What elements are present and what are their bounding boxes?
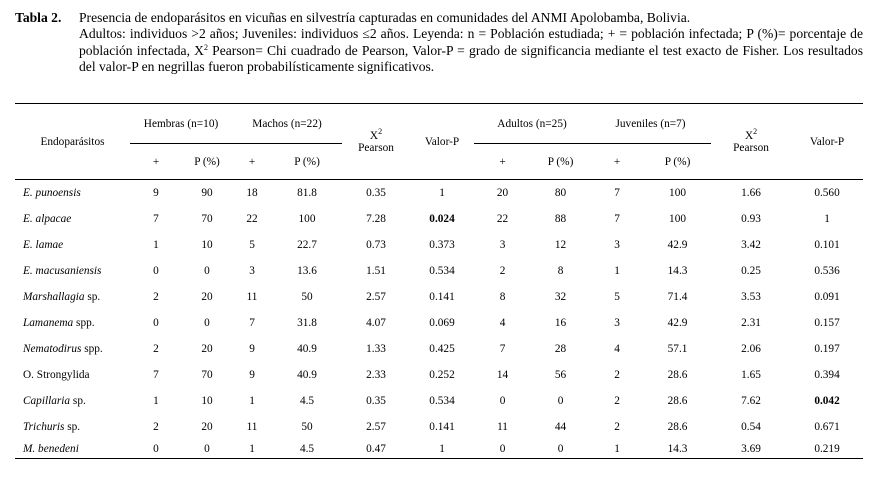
header-plus: + <box>590 144 644 180</box>
caption-text <box>79 10 863 76</box>
cell-j-p: 100 <box>669 187 686 199</box>
header-pct: P (%) <box>644 144 711 180</box>
cell-vp-sex: 0.024 <box>429 213 455 225</box>
cell-h-p: 10 <box>201 239 213 251</box>
cell-h-pos: 9 <box>153 187 159 199</box>
cell-j-p: 71.4 <box>667 291 688 303</box>
endoparasite-name: Marshallagia sp. <box>23 291 101 303</box>
cell-a-pos: 8 <box>499 291 506 303</box>
cell-vp-sex: 0.425 <box>429 343 455 355</box>
cell-a-pos: 20 <box>496 187 509 199</box>
header-pct: P (%) <box>531 144 590 180</box>
cell-j-pos: 1 <box>590 440 644 459</box>
cell-m-p: 40.9 <box>297 343 317 355</box>
header-pct: P (%) <box>182 144 232 180</box>
cell-j-p: 28.6 <box>667 369 688 381</box>
caption-rest-a: Adultos: individuos >2 años; Juveniles: individuos ≤2 años. Leyenda: n = Población estudiada; + = población infectada; P (%)= porcentaje de población infectada, X <box>79 26 863 58</box>
endoparasite-name: O. Strongylida <box>23 369 90 381</box>
cell-j-p: 28.6 <box>667 395 688 407</box>
cell-x2-age: 2.31 <box>741 317 761 329</box>
cell-m-p: 50 <box>301 421 313 433</box>
cell-m-pos: 22 <box>246 213 258 225</box>
header-juveniles: Juveniles (n=7) <box>590 104 711 144</box>
table-row <box>15 310 863 336</box>
cell-a-pos: 11 <box>497 421 508 433</box>
cell-m-pos: 11 <box>246 421 258 433</box>
cell-x2-sex: 0.35 <box>366 395 386 407</box>
cell-m-pos: 9 <box>249 369 255 381</box>
cell-h-pos: 1 <box>153 239 159 251</box>
table-body <box>15 180 863 459</box>
cell-m-p: 81.8 <box>297 187 317 199</box>
cell-a-p: 0 <box>531 440 590 459</box>
cell-x2-sex: 7.28 <box>366 213 386 225</box>
cell-h-p: 20 <box>201 343 213 355</box>
header-endoparasitos: Endoparásitos <box>15 104 130 180</box>
cell-a-pos: 7 <box>499 343 506 355</box>
caption-line-1: Presencia de endoparásitos en vicuñas en silvestría capturadas en comunidades del ANMI Apolobamba, Bolivia. <box>79 10 691 25</box>
cell-a-p: 44 <box>554 421 567 433</box>
cell-a-pos: 14 <box>496 369 509 381</box>
cell-h-pos: 7 <box>153 213 159 225</box>
cell-j-pos: 2 <box>614 395 620 407</box>
cell-a-p: 88 <box>554 213 567 225</box>
cell-vp-sex: 0.534 <box>429 395 455 407</box>
cell-j-pos: 2 <box>614 421 620 433</box>
cell-h-pos: 0 <box>130 440 182 459</box>
endoparasite-name: Capillaria sp. <box>23 395 86 407</box>
cell-a-p: 28 <box>554 343 567 355</box>
cell-j-p: 100 <box>669 213 686 225</box>
table-caption <box>15 10 863 75</box>
cell-vp-sex: 0.141 <box>429 421 455 433</box>
header-adultos: Adultos (n=25) <box>474 104 590 144</box>
cell-h-p: 20 <box>201 291 213 303</box>
cell-j-p: 57.1 <box>667 343 688 355</box>
cell-a-p: 80 <box>554 187 567 199</box>
cell-h-pos: 7 <box>153 369 159 381</box>
cell-j-p: 42.9 <box>667 317 688 329</box>
cell-h-pos: 2 <box>153 421 159 433</box>
cell-a-p: 16 <box>554 317 567 329</box>
cell-j-pos: 1 <box>614 265 620 277</box>
endoparasite-name: Trichuris sp. <box>23 421 81 433</box>
cell-m-p: 100 <box>298 213 316 225</box>
cell-m-pos: 5 <box>249 239 255 251</box>
cell-j-pos: 3 <box>614 239 620 251</box>
cell-m-pos: 1 <box>232 440 272 459</box>
cell-x2-sex: 1.33 <box>366 343 386 355</box>
endoparasite-name: Lamanema spp. <box>23 317 95 329</box>
cell-a-p: 32 <box>554 291 567 303</box>
cell-vp-sex: 0.141 <box>429 291 455 303</box>
cell-vp-age: 0.197 <box>814 343 840 355</box>
cell-h-pos: 2 <box>153 291 159 303</box>
cell-m-p: 50 <box>301 291 313 303</box>
header-pct: P (%) <box>272 144 342 180</box>
cell-vp-age: 0.536 <box>814 265 840 277</box>
cell-a-pos: 3 <box>499 239 506 251</box>
table-row <box>15 180 863 207</box>
caption-label: Tabla 2. <box>15 10 62 25</box>
cell-h-p: 10 <box>201 395 213 407</box>
cell-vp-sex: 1 <box>410 440 474 459</box>
header-x2-sex: $X^2$ Pearson <box>342 104 410 180</box>
cell-m-p: 4.5 <box>272 440 342 459</box>
cell-m-pos: 9 <box>249 343 255 355</box>
cell-j-pos: 2 <box>614 369 620 381</box>
cell-m-p: 13.6 <box>297 265 317 277</box>
cell-vp-sex: 1 <box>439 187 445 199</box>
cell-m-pos: 3 <box>249 265 255 277</box>
cell-vp-sex: 0.373 <box>429 239 455 251</box>
cell-x2-sex: 2.33 <box>366 369 386 381</box>
cell-a-p: 56 <box>554 369 567 381</box>
cell-j-pos: 3 <box>614 317 620 329</box>
endoparasite-name: Nematodirus spp. <box>23 343 103 355</box>
cell-j-pos: 7 <box>614 213 620 225</box>
cell-x2-age: 3.42 <box>741 239 761 251</box>
cell-vp-age: 0.671 <box>814 421 840 433</box>
endoparasite-name: M. benedeni <box>15 440 130 459</box>
header-plus: + <box>130 144 182 180</box>
cell-j-p: 28.6 <box>667 421 688 433</box>
cell-vp-age: 0.042 <box>814 395 840 407</box>
cell-x2-sex: 2.57 <box>366 421 386 433</box>
cell-j-p: 42.9 <box>667 239 688 251</box>
cell-x2-sex: 0.35 <box>366 187 386 199</box>
cell-m-p: 22.7 <box>297 239 317 251</box>
cell-a-p: 0 <box>557 395 564 407</box>
table-row <box>15 414 863 440</box>
endoparasite-name: E. punoensis <box>23 187 81 199</box>
cell-x2-age: 0.93 <box>741 213 761 225</box>
cell-vp-age: 0.219 <box>791 440 863 459</box>
cell-h-p: 0 <box>182 440 232 459</box>
endoparasite-name: E. lamae <box>23 239 64 251</box>
cell-h-pos: 0 <box>153 317 159 329</box>
cell-x2-age: 3.53 <box>741 291 761 303</box>
cell-m-p: 31.8 <box>297 317 317 329</box>
endoparasite-name: E. macusaniensis <box>23 265 102 277</box>
cell-x2-sex: 2.57 <box>366 291 386 303</box>
cell-vp-sex: 0.534 <box>429 265 455 277</box>
cell-a-pos: 0 <box>474 440 531 459</box>
cell-vp-age: 0.560 <box>814 187 840 199</box>
cell-j-p: 14.3 <box>644 440 711 459</box>
cell-j-p: 14.3 <box>667 265 688 277</box>
caption-rest-b: Pearson= Chi cuadrado de Pearson, Valor-P = grado de significancia mediante el test exacto de Fisher. Los resultados del valor-P en negrillas fueron probabilísticamente significativos. <box>79 42 863 75</box>
endoparasite-name: E. alpacae <box>23 213 72 225</box>
header-machos: Machos (n=22) <box>232 104 342 144</box>
table-row <box>15 284 863 310</box>
table-row <box>15 206 863 232</box>
cell-m-p: 40.9 <box>297 369 317 381</box>
table-row <box>15 258 863 284</box>
cell-a-pos: 0 <box>499 395 506 407</box>
cell-x2-age: 1.65 <box>741 369 761 381</box>
cell-a-p: 12 <box>554 239 567 251</box>
cell-h-p: 20 <box>201 421 213 433</box>
cell-vp-age: 0.157 <box>814 317 840 329</box>
cell-h-pos: 2 <box>153 343 159 355</box>
cell-x2-sex: 1.51 <box>366 265 386 277</box>
cell-x2-sex: 0.73 <box>366 239 386 251</box>
cell-h-pos: 1 <box>153 395 159 407</box>
cell-m-pos: 7 <box>249 317 255 329</box>
cell-h-p: 70 <box>201 369 213 381</box>
cell-h-p: 0 <box>204 265 210 277</box>
cell-x2-age: 0.25 <box>741 265 761 277</box>
cell-vp-sex: 0.069 <box>429 317 455 329</box>
cell-h-p: 70 <box>201 213 213 225</box>
cell-x2-sex: 4.07 <box>366 317 386 329</box>
table-row <box>15 440 863 459</box>
caption-sup: 2 <box>204 42 208 52</box>
header-valorp-sex: Valor-P <box>410 104 474 180</box>
cell-vp-age: 0.101 <box>814 239 840 251</box>
cell-m-pos: 1 <box>249 395 255 407</box>
cell-vp-age: 1 <box>824 213 830 225</box>
endoparasite-table <box>15 103 863 459</box>
cell-x2-age: 2.06 <box>741 343 761 355</box>
cell-vp-sex: 0.252 <box>429 369 455 381</box>
cell-h-p: 0 <box>204 317 210 329</box>
cell-x2-age: 0.54 <box>741 421 761 433</box>
cell-h-pos: 0 <box>153 265 159 277</box>
cell-j-pos: 5 <box>614 291 620 303</box>
table-row <box>15 232 863 258</box>
cell-vp-age: 0.091 <box>814 291 840 303</box>
cell-a-pos: 2 <box>499 265 506 277</box>
cell-j-pos: 4 <box>614 343 620 355</box>
cell-a-pos: 4 <box>499 317 506 329</box>
header-x2-age: $X^2$ Pearson <box>711 104 791 180</box>
cell-x2-age: 1.66 <box>741 187 761 199</box>
cell-j-pos: 7 <box>614 187 620 199</box>
cell-x2-sex: 0.47 <box>342 440 410 459</box>
header-plus: + <box>474 144 531 180</box>
cell-x2-age: 3.69 <box>711 440 791 459</box>
cell-m-pos: 11 <box>246 291 258 303</box>
cell-h-p: 90 <box>201 187 213 199</box>
header-valorp-age: Valor-P <box>791 104 863 180</box>
table-row <box>15 362 863 388</box>
cell-a-pos: 22 <box>496 213 509 225</box>
cell-m-pos: 18 <box>246 187 258 199</box>
table-row <box>15 336 863 362</box>
cell-m-p: 4.5 <box>299 395 315 407</box>
header-plus: + <box>232 144 272 180</box>
table-row <box>15 388 863 414</box>
header-hembras: Hembras (n=10) <box>130 104 232 144</box>
cell-a-p: 8 <box>557 265 564 277</box>
cell-vp-age: 0.394 <box>814 369 840 381</box>
cell-x2-age: 7.62 <box>741 395 761 407</box>
